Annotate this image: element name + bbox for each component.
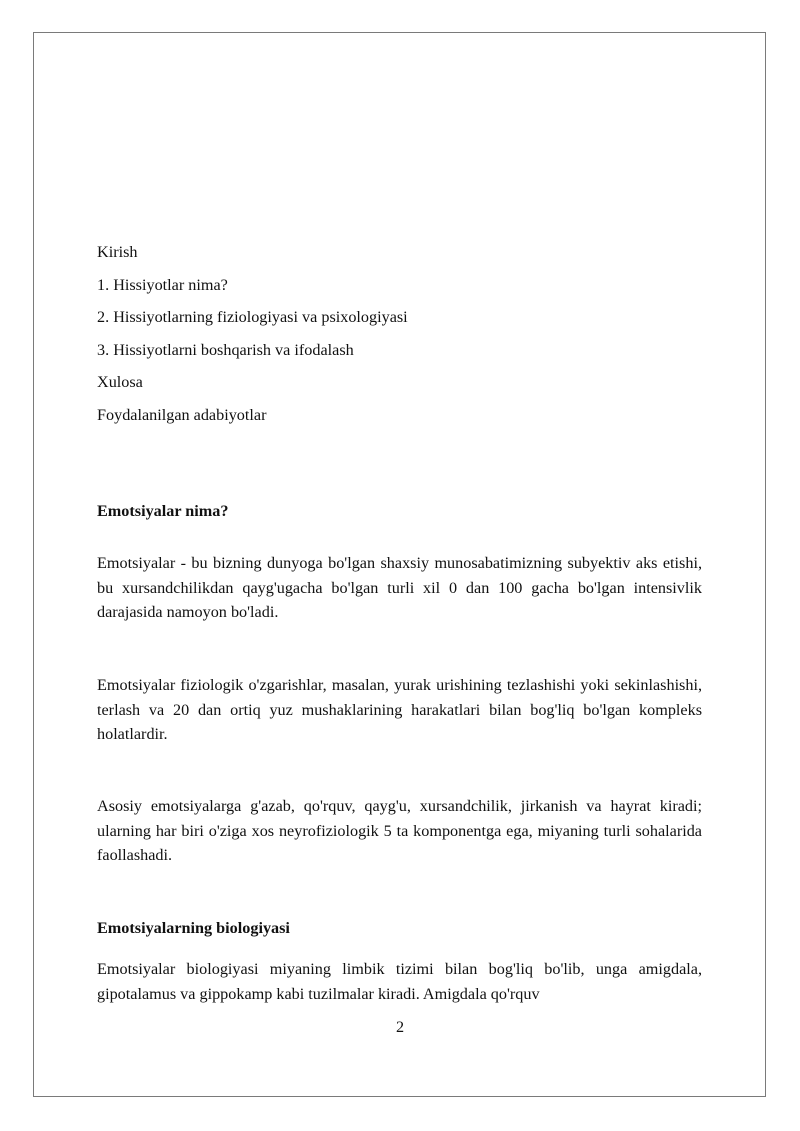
section-heading-emotions: Emotsiyalar nima?: [97, 502, 229, 520]
paragraph-definition: Emotsiyalar - bu bizning dunyoga bo'lgan shaxsiy munosabatimizning subyektiv aks etishi, bu xursandchilikdan qayg'ugacha bo'lgan turli xil 0 dan 100 gacha bo'lgan intensivlik darajasida namoyon bo'ladi.: [97, 554, 702, 621]
page-number: 2: [395, 1018, 405, 1036]
toc-item-2: 2. Hissiyotlarning fiziologiyasi va psixologiyasi: [97, 308, 408, 327]
paragraph-physiology: Emotsiyalar fiziologik o'zgarishlar, masalan, yurak urishining tezlashishi yoki sekinlashishi, terlash va 20 dan ortiq yuz mushaklarining harakatlari bilan bog'liq bo'lgan kompleks holatlardir.: [97, 676, 702, 743]
toc-item-1: 1. Hissiyotlar nima?: [97, 275, 228, 294]
toc-item-introduction: Kirish: [97, 243, 138, 261]
toc-item-3: 3. Hissiyotlarni boshqarish va ifodalash: [97, 340, 354, 359]
paragraph-basic-emotions: Asosiy emotsiyalarga g'azab, qo'rquv, qayg'u, xursandchilik, jirkanish va hayrat kiradi; ularning har biri o'ziga xos neyrofiziologik 5 ta komponentga ega, miyaning turli sohalarida faollashadi.: [97, 797, 702, 864]
table-of-contents: [97, 240, 702, 436]
section-heading-biology: Emotsiyalarning biologiyasi: [97, 919, 290, 937]
paragraph-biology: Emotsiyalar biologiyasi miyaning limbik tizimi bilan bog'liq bo'lib, unga amigdala, gipotalamus va gippokamp kabi tuzilmalar kiradi. Amigdala qo'rquv: [97, 960, 702, 1003]
toc-item-references: Foydalanilgan adabiyotlar: [97, 405, 267, 424]
toc-item-conclusion: Xulosa: [97, 373, 143, 392]
